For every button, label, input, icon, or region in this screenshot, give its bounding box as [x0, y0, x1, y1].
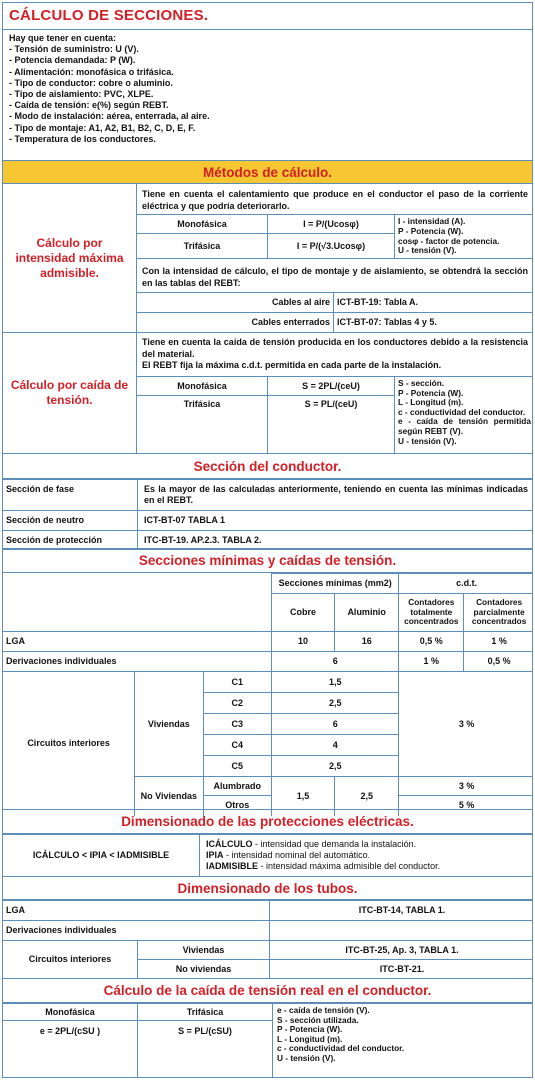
- tubos-noviv: No viviendas: [138, 960, 270, 979]
- lga-aluminio: 16: [335, 632, 399, 652]
- fase-label: Sección de fase: [3, 480, 138, 511]
- caida-label-cell: [3, 332, 137, 453]
- deriv-label: Derivaciones individuales: [3, 652, 272, 672]
- aire-ref: ICT-BT-19: Tabla A.: [334, 293, 534, 313]
- intro-item: - Modo de instalación: aérea, enterrada, al aire.: [9, 111, 210, 122]
- neutro-value: ICT-BT-07 TABLA 1: [138, 511, 534, 531]
- protecciones-table: [3, 834, 533, 877]
- tubos-viv: Viviendas: [138, 941, 270, 960]
- metodos-heading: Métodos de cálculo.: [3, 160, 532, 184]
- caida-label: Cálculo por caída de tensión.: [10, 377, 129, 407]
- intro-item: - Temperatura de los conductores.: [9, 134, 210, 145]
- noviv-alu: 2,5: [335, 777, 399, 816]
- otros-label: Otros: [203, 796, 272, 816]
- tubos-viv-ref: ITC-BT-25, Ap. 3, TABLA 1.: [270, 941, 534, 960]
- noviv-cobre: 1,5: [272, 777, 335, 816]
- deriv-par: 0,5 %: [464, 652, 533, 672]
- legend-line: U - tensión (V).: [398, 435, 457, 446]
- intro-item: - Caída de tensión: e(%) según REBT.: [9, 100, 210, 111]
- noviv-label: No Viviendas: [135, 777, 203, 816]
- cr-mono-label: Monofásica: [3, 1004, 138, 1021]
- legend-line: e - caída de tensión (V).: [277, 1005, 370, 1015]
- legend-line: P - Potencia (W).: [398, 387, 464, 398]
- intensidad-content: [137, 184, 533, 332]
- otros-cdt: 5 %: [399, 796, 533, 816]
- viv-label: Viviendas: [135, 672, 203, 777]
- legend-line: P - Potencia (W).: [277, 1024, 343, 1035]
- tubos-deriv: Derivaciones individuales: [3, 921, 270, 941]
- divider: [3, 29, 532, 30]
- protecciones-formula: ICÁLCULO < IPIA < IADMISIBLE: [3, 835, 200, 877]
- legend-line: P - Potencia (W).: [398, 225, 464, 236]
- caida-desc: Tiene en cuenta la caída de tensión producida en los conductores debido a la resistencia del material.: [142, 337, 528, 359]
- legend-line: c - conductividad del conductor.: [398, 406, 526, 417]
- enterrados-ref: ICT-BT-07: Tablas 4 y 5.: [334, 313, 534, 333]
- proteccion-value: ITC-BT-19. AP.2.3. TABLA 2.: [138, 531, 534, 550]
- legend-key: ICÁLCULO: [206, 839, 253, 850]
- circuit-sec: 4: [272, 735, 399, 756]
- caida-real-heading: Cálculo de la caída de tensión real en el conductor.: [3, 978, 532, 1003]
- intensidad-desc2: Con la intensidad de cálculo, el tipo de montaje y de aislamiento, se obtendrá la sección en las tablas del REBT:: [142, 266, 528, 288]
- mono-label: Monofásica: [137, 215, 268, 234]
- alumbrado-cdt: 3 %: [399, 777, 533, 796]
- lga-par: 1 %: [464, 632, 533, 652]
- lga-tot: 0,5 %: [399, 632, 464, 652]
- legend-line: U - tensión (V).: [277, 1052, 336, 1063]
- tubos-lga: LGA: [3, 901, 270, 921]
- caida-legend: [395, 377, 534, 454]
- h-secciones: Secciones mínimas (mm2): [272, 574, 399, 594]
- tri-formula: I = P/(√3.Ucosφ): [268, 234, 395, 259]
- circuit-sec: 6: [272, 714, 399, 735]
- enterrados-label: Cables enterrados: [137, 313, 334, 333]
- tri-label: Trifásica: [137, 396, 268, 454]
- proteccion-label: Sección de protección: [3, 531, 138, 550]
- deriv-tot: 1 %: [399, 652, 464, 672]
- page-title: CÁLCULO DE SECCIONES.: [9, 7, 209, 24]
- tubos-lga-ref: ITC-BT-14, TABLA 1.: [270, 901, 534, 921]
- h-cdt: c.d.t.: [399, 574, 533, 594]
- neutro-label: Sección de neutro: [3, 511, 138, 531]
- cr-tri-label: Trifásica: [138, 1004, 273, 1021]
- legend-value: - intensidad nominal del automático.: [223, 850, 371, 861]
- legend-key: IPIA: [206, 850, 224, 861]
- h-parciales: Contadores parcialmente concentrados: [464, 594, 533, 632]
- circuit-sec: 1,5: [272, 672, 399, 693]
- legend-key: IADMISIBLE: [206, 861, 259, 872]
- circuit-code: C3: [203, 714, 272, 735]
- cr-mono-formula: e = 2PL/(cSU ): [3, 1021, 138, 1079]
- legend-line: cosφ - factor de potencia.: [398, 235, 500, 246]
- mono-formula: I = P/(Ucosφ): [268, 215, 395, 234]
- circuit-code: C1: [203, 672, 272, 693]
- caida-formulas: [137, 376, 533, 453]
- h-aluminio: Aluminio: [335, 594, 399, 632]
- page: [2, 2, 533, 1078]
- h-cobre: Cobre: [272, 594, 335, 632]
- intensidad-label: Cálculo por intensidad máxima admisible.: [15, 235, 124, 280]
- intensidad-desc: Tiene en cuenta el calentamiento que produce en el conductor el paso de la corriente eléctrica y que podría deteriorarlo.: [142, 189, 528, 211]
- circuit-sec: 2,5: [272, 756, 399, 777]
- tubos-table: [3, 900, 533, 979]
- intensidad-label-cell: [3, 184, 137, 332]
- legend-line: I - intensidad (A).: [398, 216, 466, 227]
- mono-label: Monofásica: [137, 377, 268, 396]
- legend-value: - intensidad que demanda la instalación.: [252, 839, 417, 850]
- intensidad-tablas: [137, 292, 533, 333]
- alumbrado-label: Alumbrado: [203, 777, 272, 796]
- seccion-table: [3, 479, 533, 550]
- legend-line: L - Longitud (m).: [277, 1033, 343, 1044]
- seccion-heading: Sección del conductor.: [3, 453, 532, 479]
- cr-legend: [273, 1004, 534, 1079]
- intro-item: - Potencia demandada: P (W).: [9, 55, 210, 66]
- circuit-code: C4: [203, 735, 272, 756]
- circuit-sec: 2,5: [272, 693, 399, 714]
- legend-line: e - caída de tensión permitida según REBT (V).: [398, 416, 531, 436]
- fase-value: Es la mayor de las calculadas anteriormente, teniendo en cuenta las mínimas indicadas en el REBT.: [138, 480, 534, 511]
- intro-item: - Tipo de aislamiento: PVC, XLPE.: [9, 89, 210, 100]
- circuit-code: C5: [203, 756, 272, 777]
- caida-content: [137, 332, 533, 453]
- minimas-table: [3, 573, 533, 816]
- intensidad-legend: [395, 215, 534, 259]
- intro-heading: Hay que tener en cuenta:: [9, 33, 117, 43]
- mono-formula: S = 2PL/(ceU): [268, 377, 395, 396]
- legend-line: c - conductividad del conductor.: [277, 1043, 405, 1054]
- intensidad-formulas: [137, 214, 533, 259]
- legend-value: - intensidad máxima admisible del conductor.: [258, 861, 441, 872]
- protecciones-legend: [200, 835, 534, 877]
- tubos-circ: Circuitos interiores: [3, 941, 138, 979]
- tri-formula: S = PL/(ceU): [268, 396, 395, 454]
- intro-item: - Tipo de conductor: cobre o aluminio.: [9, 78, 210, 89]
- protecciones-heading: Dimensionado de las protecciones eléctricas.: [3, 809, 532, 834]
- legend-line: S - sección.: [398, 378, 445, 388]
- caida-desc-b: El REBT fija la máxima c.d.t. permitida en cada parte de la instalación.: [142, 360, 442, 370]
- deriv-sec: 6: [272, 652, 399, 672]
- aire-label: Cables al aire: [137, 293, 334, 313]
- viv-cdt: 3 %: [399, 672, 533, 777]
- circuit-code: C2: [203, 693, 272, 714]
- circ-label: Circuitos interiores: [3, 672, 135, 816]
- minimas-heading: Secciones mínimas y caídas de tensión.: [3, 548, 532, 573]
- legend-line: U - tensión (V).: [398, 245, 457, 256]
- intro: [9, 33, 210, 145]
- legend-line: L - Longitud (m).: [398, 397, 464, 408]
- intro-item: - Tensión de suministro: U (V).: [9, 44, 210, 55]
- intro-item: - Alimentación: monofásica o trifásica.: [9, 67, 210, 78]
- h-totales: Contadores totalmente concentrados: [399, 594, 464, 632]
- tubos-heading: Dimensionado de los tubos.: [3, 876, 532, 900]
- tubos-noviv-ref: ITC-BT-21.: [270, 960, 534, 979]
- lga-label: LGA: [3, 632, 272, 652]
- legend-line: S - sección utilizada.: [277, 1014, 359, 1025]
- cr-tri-formula: S = PL/(cSU): [138, 1021, 273, 1079]
- intro-item: - Tipo de montaje: A1, A2, B1, B2, C, D, E, F.: [9, 123, 210, 134]
- caida-real-table: [3, 1003, 533, 1078]
- tri-label: Trifásica: [137, 234, 268, 259]
- lga-cobre: 10: [272, 632, 335, 652]
